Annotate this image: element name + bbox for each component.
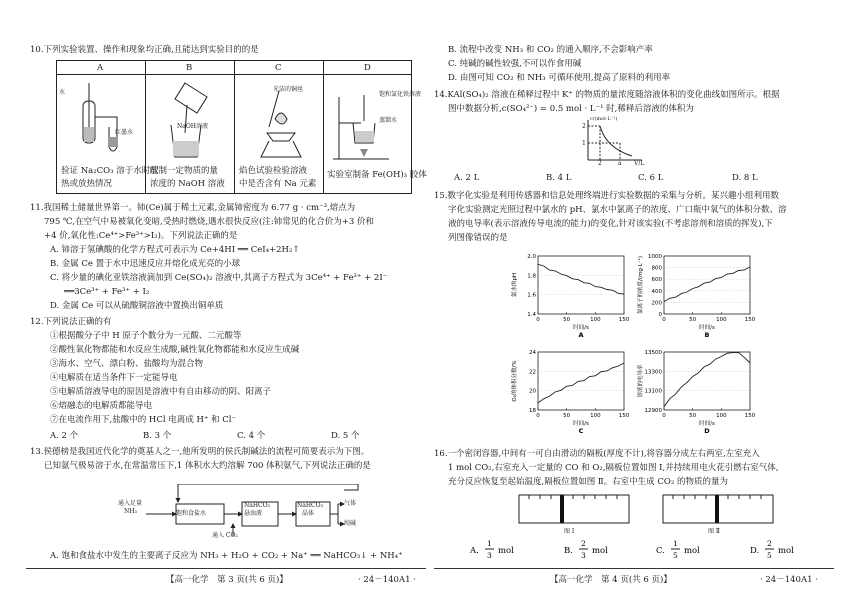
q10-header-a: A <box>97 63 104 73</box>
chart-d-ytick: 13300 <box>644 369 662 376</box>
flow-box-brine: 饱和食盐水 <box>176 510 207 517</box>
q10-caption-c-line1: 焰色试验检验溶液 <box>239 166 308 176</box>
q16-option-a-denominator: 3 <box>487 551 492 560</box>
q16-option-b-unit: mol <box>592 546 608 556</box>
q15-charts <box>508 250 758 444</box>
chart-d-ytick: 13100 <box>644 388 662 395</box>
q16-line3: 充分反应恢复至起始温度,隔板位置如图 Ⅱ。右室中生成 CO₂ 的物质的量为 <box>448 477 728 487</box>
q16-option-d-unit: mol <box>778 546 794 556</box>
q10-header-d: D <box>364 63 371 73</box>
q16-fig2-label: 图 Ⅱ <box>708 528 720 535</box>
chart-c-xtick: 150 <box>618 413 630 419</box>
chart-c-xtick: 100 <box>590 413 601 419</box>
chart-b-xtick: 100 <box>716 317 727 323</box>
q14-c2: 2 <box>582 123 586 130</box>
q12-item-1: ①根据酸分子中 H 原子个数分为一元酸、二元酸等 <box>50 331 242 341</box>
q12-stem: 12.下列说法正确的有 <box>30 317 112 327</box>
flow-box-crystal-line2: 晶体 <box>302 510 315 517</box>
chart-d-ytick: 13500 <box>644 350 662 356</box>
chart-a-ytick: 2.0 <box>527 254 536 260</box>
q10-caption-d-line1: 实验室制备 Fe(OH)₃ 胶体 <box>327 170 427 180</box>
q14-ylabel: c/(mol·L⁻¹) <box>590 116 618 122</box>
chart-a-xtick: 150 <box>618 317 630 323</box>
chart-a-ytick: 1.8 <box>527 273 536 280</box>
chart-c-ytick: 24 <box>529 350 536 356</box>
q15-line2: 字化实验测定光照过程中氯水的 pH、氯水中氯离子的浓度、广口瓶中氧气的体积分数、溶 <box>448 205 787 215</box>
chart-c-series-line <box>538 363 624 403</box>
q10-header-b: B <box>186 63 193 73</box>
q14-option-c: C. 6 L <box>638 173 664 183</box>
flow-inlet-nh3-line1: 通入足量 <box>118 500 143 507</box>
q14-option-a: A. 2 L <box>454 173 480 183</box>
hou-process-flow-diagram <box>118 484 362 544</box>
chart-d-ytick: 12900 <box>644 408 662 414</box>
chart-b-ytick: 400 <box>651 288 662 295</box>
flow-box-crystal-line1: NaHCO₃ <box>297 502 323 509</box>
chart-d-frame <box>664 352 750 410</box>
q14-option-b: B. 4 L <box>546 173 572 183</box>
q16-option-a-numerator: 1 <box>487 539 492 548</box>
flow-inlet-nh3-line2: NH₃ <box>124 508 137 515</box>
q16-container-figure-1 <box>518 494 630 526</box>
q12-option-d: D. 5 个 <box>331 431 360 441</box>
q14-option-d: D. 8 L <box>732 173 758 183</box>
chart-b-xtick: 0 <box>662 317 666 323</box>
chart-d-xtick: 150 <box>744 413 756 419</box>
apparatus-a-water-label: 水 <box>59 89 66 96</box>
q13-line2: 已知氨气极易溶于水,在常温常压下,1 体积水大约溶解 700 体积氨气,下列说法正确的是 <box>44 461 371 471</box>
chart-a-frame <box>538 256 624 314</box>
q14-va: a <box>618 160 622 167</box>
chart-c-xlabel: 时间/s <box>573 421 589 427</box>
q16-option-d-prefix: D. <box>750 546 760 556</box>
q13-line1: 13.侯德榜是我国近代化学的奠基人之一,他所发明的侯氏制碱法的流程可简要表示为下图。 <box>30 447 370 457</box>
q12-option-b: B. 3 个 <box>143 431 172 441</box>
q16-option-a <box>470 536 530 562</box>
apparatus-c-wire-label: 光洁的铜丝 <box>273 86 304 93</box>
q14-c1: 1 <box>582 140 586 147</box>
chart-b-xlabel: 时间/s <box>699 325 715 331</box>
left-footer-rule <box>26 568 426 569</box>
q11-option-a: A. 铈溶于氢碘酸的化学方程式可表示为 Ce+4HI ══ CeI₄+2H₂↑ <box>50 245 300 255</box>
q16-option-c-denominator: 5 <box>673 551 678 560</box>
chart-b-panel-label: B <box>704 331 710 339</box>
chart-a-xtick: 100 <box>590 317 601 323</box>
q10-caption-b-line2: 浓度的 NaOH 溶液 <box>150 179 225 189</box>
chart-a <box>510 254 630 339</box>
flow-box-suspension-line1: NaHCO₃ <box>244 502 270 509</box>
chart-b-series-line <box>664 267 750 302</box>
q14-v1: 2 <box>598 160 602 167</box>
q16-line2: 1 mol CO₂,右室充入一定量的 CO 和 O₂,隔板位置如图 Ⅰ,并持续用电火花引燃右室气体, <box>448 463 779 473</box>
chart-c-xtick: 50 <box>563 413 571 419</box>
q12-item-6: ⑥熔融态的电解质都能导电 <box>50 401 153 411</box>
q16-option-a-unit: mol <box>498 546 514 556</box>
q13-option-a: A. 饱和食盐水中发生的主要离子反应为 NH₃ + H₂O + CO₂ + Na⁺ ══ NaHCO₃↓ + NH₄⁺ <box>50 551 403 561</box>
q16-option-d <box>750 536 810 562</box>
q16-option-d-numerator: 2 <box>767 539 772 548</box>
q10-caption-a-line1: 验证 Na₂CO₃ 溶于水时放 <box>61 166 159 176</box>
q11-option-b: B. 金属 Ce 置于水中迅速反应并熔化成光亮的小球 <box>50 259 241 269</box>
q16-option-c <box>656 536 716 562</box>
q12-option-a: A. 2 个 <box>50 431 79 441</box>
chart-b-xtick: 50 <box>689 317 697 323</box>
q16-option-b-prefix: B. <box>564 546 573 556</box>
q14-xlabel: V/L <box>634 160 645 167</box>
chart-b-frame <box>664 256 750 314</box>
chart-a-xtick: 0 <box>536 317 540 323</box>
chart-d-ylabel: 溶液的电导率 <box>638 364 644 398</box>
q12-item-5: ⑤电解质溶液导电的原因是溶液中有自由移动的阴、阳离子 <box>50 387 272 397</box>
chart-b <box>636 254 756 339</box>
flow-output-gas: 气体 <box>344 500 357 507</box>
apparatus-d-water-label: 蒸馏水 <box>379 117 398 124</box>
right-page <box>430 0 860 608</box>
q16-option-d-denominator: 5 <box>767 551 772 560</box>
left-footer-title: 【高一化学 第 3 页(共 6 页)】 <box>166 575 288 585</box>
chart-a-ylabel: 氯水的pH <box>512 272 518 298</box>
chart-c-ytick: 20 <box>529 388 536 395</box>
chart-d-panel-label: D <box>704 427 710 435</box>
apparatus-a-figure <box>59 77 145 163</box>
chart-d-xtick: 100 <box>716 413 727 419</box>
q15-line1: 15.数字化实验是利用传感器和信息处理终端进行实验数据的采集与分析。某兴趣小组利用数 <box>434 191 780 201</box>
q11-option-c-cont: ══3Ce³⁺ + Fe³⁺ + I₂ <box>64 287 150 297</box>
chart-b-ytick: 600 <box>651 277 662 284</box>
q11-line1: 11.我国稀土储量世界第一。铈(Ce)属于稀土元素,金属铈密度为 6.77 g · cm⁻³,熔点为 <box>30 203 356 213</box>
right-footer-rule <box>434 568 834 569</box>
chart-c-ytick: 22 <box>529 369 536 376</box>
chart-a-ytick: 1.6 <box>527 292 536 299</box>
q16-option-a-prefix: A. <box>470 546 479 556</box>
q10-caption-c-line2: 中是否含有 Na 元素 <box>239 179 317 189</box>
chart-c-ytick: 18 <box>529 408 536 414</box>
q13-option-d: D. 由图可知 CO₂ 和 NH₃ 可循环使用,提高了原料的利用率 <box>448 73 671 83</box>
q11-option-d: D. 金属 Ce 可以从硫酸铜溶液中置换出铜单质 <box>50 301 224 311</box>
q16-option-c-numerator: 1 <box>673 539 678 548</box>
q16-container-figure-2 <box>662 494 774 526</box>
chart-b-ytick: 200 <box>651 300 662 307</box>
apparatus-b-naoh-label: NaOH溶液 <box>177 123 208 130</box>
q14-concentration-graph <box>576 118 646 166</box>
apparatus-d-fecl3-label: 饱和氯化铁溶液 <box>379 91 422 98</box>
q11-line3: +4 价,氧化性:Ce⁴⁺>Fe³⁺>I₂)。下列说法正确的是 <box>44 231 238 241</box>
q12-item-7: ⑦在电流作用下,盐酸中的 HCl 电离成 H⁺ 和 Cl⁻ <box>50 415 236 425</box>
chart-a-xlabel: 时间/s <box>573 325 589 331</box>
chart-d <box>636 350 756 435</box>
q16-option-c-prefix: C. <box>656 546 665 556</box>
chart-a-series-line <box>538 264 624 294</box>
flow-inlet-co2: 通入 CO₂ <box>212 532 238 539</box>
q16-option-b <box>564 536 624 562</box>
apparatus-a-ink-label: 红墨水 <box>115 129 134 136</box>
chart-b-ylabel: 氯离子的浓度/(mg·L⁻¹) <box>638 256 644 314</box>
q14-line1: 14.KAl(SO₄)₂ 溶液在稀释过程中 K⁺ 的物质的量浓度随溶液体积的变化曲线如图所示。根据 <box>434 90 780 100</box>
q10-caption-b-line1: 配制一定物质的量 <box>150 166 219 176</box>
q13-option-c: C. 纯碱的碱性较强,不可以作食用碱 <box>448 59 582 69</box>
q13-option-b: B. 流程中改变 NH₃ 和 CO₂ 的通入顺序,不会影响产率 <box>448 45 653 55</box>
q12-item-4: ④电解质在适当条件下一定能导电 <box>50 373 178 383</box>
chart-b-ytick: 800 <box>651 265 662 272</box>
chart-c-xtick: 0 <box>536 413 540 419</box>
q15-line3: 液的电导率(表示溶液传导电流的能力)的变化,针对该实验(不考虑溶剂和溶质的挥发),下 <box>448 219 773 229</box>
q14-line2: 图中数据分析,c(SO₄²⁻) = 0.5 mol · L⁻¹ 时,稀释后溶液的体积为 <box>448 104 694 114</box>
chart-d-xtick: 50 <box>689 413 697 419</box>
flow-output-soda: 纯碱 <box>344 520 357 527</box>
q16-option-c-unit: mol <box>684 546 700 556</box>
q16-option-b-numerator: 2 <box>581 539 586 548</box>
right-footer-code: · 24－140A1 · <box>760 575 818 585</box>
q16-option-b-denominator: 3 <box>581 551 586 560</box>
q11-option-c: C. 将少量的碘化亚铁溶液滴加到 Ce(SO₄)₂ 溶液中,其离子方程式为 3Ce⁴⁺ + Fe²⁺ + 2I⁻ <box>50 273 388 283</box>
chart-c-ylabel: O₂的体积分数/% <box>512 360 518 402</box>
chart-b-ytick: 0 <box>658 312 662 318</box>
chart-a-ytick: 1.4 <box>527 312 536 318</box>
right-footer-title: 【高一化学 第 4 页(共 6 页)】 <box>550 575 672 585</box>
q10-caption-a-line2: 热或放热情况 <box>61 179 113 189</box>
chart-d-series-line <box>664 352 750 406</box>
chart-d-xtick: 0 <box>662 413 666 419</box>
q16-fig1-label: 图 Ⅰ <box>564 528 575 535</box>
chart-d-xlabel: 时间/s <box>699 421 715 427</box>
q11-line2: 795 ℃,在空气中易被氧化变暗,受热时燃烧,遇水很快反应(注:铈常见的化合价为+3 价和 <box>44 217 374 227</box>
q10-stem: 10.下列实验装置、操作和现象均正确,且能达到实验目的的是 <box>30 45 259 55</box>
q10-table <box>56 60 427 194</box>
chart-a-panel-label: A <box>578 331 584 339</box>
chart-b-xtick: 150 <box>744 317 756 323</box>
q10-header-c: C <box>275 63 282 73</box>
chart-c-panel-label: C <box>578 427 584 435</box>
q15-line4: 列图像错误的是 <box>448 233 508 243</box>
q12-option-c: C. 4 个 <box>237 431 266 441</box>
chart-b-ytick: 1000 <box>648 254 662 260</box>
left-footer-code: · 24－140A1 · <box>358 575 416 585</box>
chart-a-xtick: 50 <box>563 317 571 323</box>
q12-item-2: ②酸性氧化物都能和水反应生成酸,碱性氧化物都能和水反应生成碱 <box>50 345 300 355</box>
q12-item-3: ③海水、空气、漂白粉、盐酸均为混合物 <box>50 359 204 369</box>
q16-line1: 16.一个密闭容器,中间有一可自由滑动的隔板(厚度不计),将容器分成左右两室,左室充入 <box>434 449 760 459</box>
q15-charts-svg <box>508 250 758 444</box>
chart-c <box>510 350 630 435</box>
apparatus-b-figure <box>149 77 233 163</box>
flow-box-suspension-line2: 悬浊液 <box>244 510 263 517</box>
